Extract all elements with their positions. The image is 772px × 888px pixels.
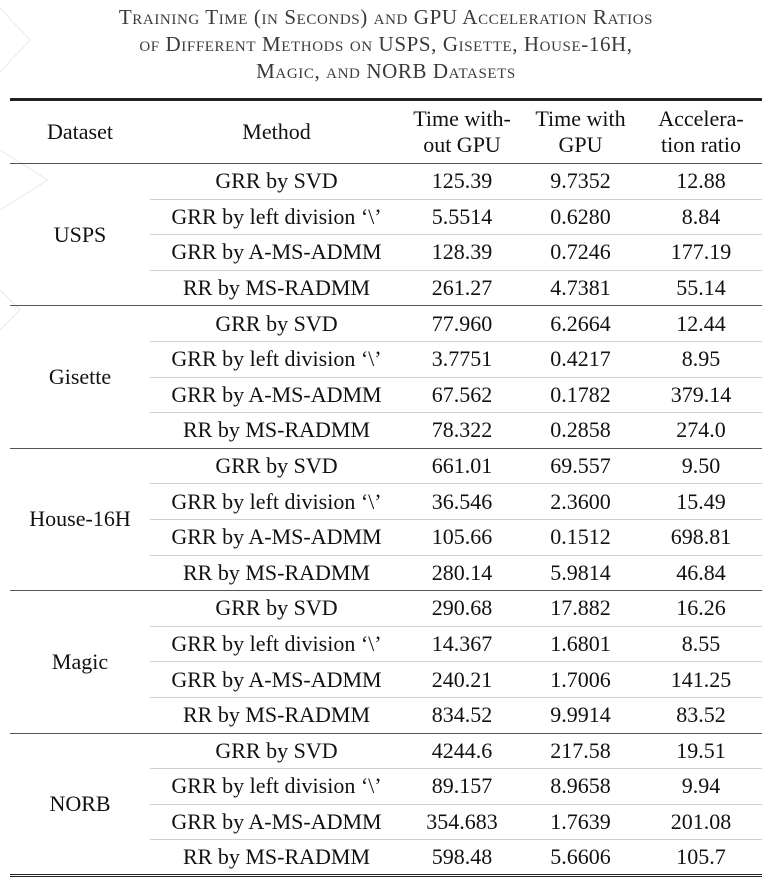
dataset-cell: USPS [10, 164, 150, 306]
method-cell: RR by MS-RADMM [150, 697, 403, 733]
method-cell: GRR by SVD [150, 591, 403, 627]
acceleration-ratio-cell: 12.44 [640, 306, 762, 342]
time-without-gpu-cell: 5.5514 [403, 199, 521, 235]
caption-line-1: Training Time (in Seconds) and GPU Acceleration Ratios [118, 5, 654, 29]
acceleration-ratio-cell: 9.50 [640, 448, 762, 484]
time-with-gpu-cell: 2.3600 [521, 484, 640, 520]
time-with-gpu-cell: 9.7352 [521, 164, 640, 200]
acceleration-ratio-cell: 698.81 [640, 519, 762, 555]
time-without-gpu-cell: 89.157 [403, 769, 521, 805]
time-with-gpu-cell: 4.7381 [521, 270, 640, 306]
acceleration-ratio-cell: 8.55 [640, 626, 762, 662]
method-cell: RR by MS-RADMM [150, 555, 403, 591]
acceleration-ratio-cell: 8.95 [640, 341, 762, 377]
header-time-with-gpu [521, 100, 640, 164]
time-with-gpu-cell: 1.6801 [521, 626, 640, 662]
method-cell: GRR by left division ‘\’ [150, 341, 403, 377]
method-cell: GRR by A-MS-ADMM [150, 804, 403, 840]
time-without-gpu-cell: 36.546 [403, 484, 521, 520]
method-cell: GRR by A-MS-ADMM [150, 662, 403, 698]
time-without-gpu-cell: 240.21 [403, 662, 521, 698]
method-cell: GRR by SVD [150, 164, 403, 200]
time-without-gpu-cell: 261.27 [403, 270, 521, 306]
method-cell: GRR by left division ‘\’ [150, 769, 403, 805]
header-acceleration-ratio-line-2: tion ratio [660, 132, 742, 157]
method-cell: GRR by SVD [150, 733, 403, 769]
acceleration-ratio-cell: 83.52 [640, 697, 762, 733]
time-with-gpu-cell: 69.557 [521, 448, 640, 484]
time-without-gpu-cell: 661.01 [403, 448, 521, 484]
method-cell: GRR by left division ‘\’ [150, 484, 403, 520]
caption-line-2: of Different Methods on USPS, Gisette, House-16H, [139, 32, 633, 56]
time-without-gpu-cell: 78.322 [403, 413, 521, 449]
time-with-gpu-cell: 217.58 [521, 733, 640, 769]
method-cell: GRR by SVD [150, 448, 403, 484]
header-row [10, 100, 762, 164]
time-without-gpu-cell: 290.68 [403, 591, 521, 627]
time-with-gpu-cell: 0.4217 [521, 341, 640, 377]
dataset-cell: Magic [10, 591, 150, 733]
acceleration-ratio-cell: 274.0 [640, 413, 762, 449]
table-caption [0, 4, 772, 85]
header-acceleration-ratio [640, 100, 762, 164]
header-acceleration-ratio-line-1: Accelera- [658, 106, 744, 131]
header-time-with-gpu-line-2: GPU [558, 132, 603, 157]
acceleration-ratio-cell: 379.14 [640, 377, 762, 413]
header-time-without-gpu [403, 100, 521, 164]
acceleration-ratio-cell: 16.26 [640, 591, 762, 627]
header-method: Method [242, 119, 311, 144]
time-with-gpu-cell: 5.6606 [521, 840, 640, 876]
time-with-gpu-cell: 1.7639 [521, 804, 640, 840]
acceleration-ratio-cell: 9.94 [640, 769, 762, 805]
acceleration-ratio-cell: 177.19 [640, 235, 762, 271]
dataset-cell: Gisette [10, 306, 150, 448]
method-cell: GRR by left division ‘\’ [150, 626, 403, 662]
time-with-gpu-cell: 0.1782 [521, 377, 640, 413]
method-cell: GRR by A-MS-ADMM [150, 235, 403, 271]
header-time-without-gpu-line-2: out GPU [423, 132, 501, 157]
method-cell: RR by MS-RADMM [150, 840, 403, 876]
time-without-gpu-cell: 598.48 [403, 840, 521, 876]
time-without-gpu-cell: 77.960 [403, 306, 521, 342]
header-dataset: Dataset [47, 119, 113, 144]
acceleration-ratio-cell: 46.84 [640, 555, 762, 591]
time-without-gpu-cell: 354.683 [403, 804, 521, 840]
time-without-gpu-cell: 3.7751 [403, 341, 521, 377]
table-row [10, 733, 762, 769]
time-without-gpu-cell: 4244.6 [403, 733, 521, 769]
acceleration-ratio-cell: 15.49 [640, 484, 762, 520]
caption-line-3: Magic, and NORB Datasets [256, 59, 516, 83]
acceleration-ratio-cell: 201.08 [640, 804, 762, 840]
time-without-gpu-cell: 105.66 [403, 519, 521, 555]
table-row [10, 448, 762, 484]
header-time-without-gpu-line-1: Time with- [413, 106, 511, 131]
method-cell: GRR by left division ‘\’ [150, 199, 403, 235]
method-cell: GRR by SVD [150, 306, 403, 342]
acceleration-ratio-cell: 141.25 [640, 662, 762, 698]
results-table [10, 98, 762, 877]
dataset-cell: House-16H [10, 448, 150, 590]
table-row [10, 591, 762, 627]
time-with-gpu-cell: 5.9814 [521, 555, 640, 591]
time-without-gpu-cell: 125.39 [403, 164, 521, 200]
acceleration-ratio-cell: 12.88 [640, 164, 762, 200]
header-time-with-gpu-line-1: Time with [535, 106, 626, 131]
dataset-cell: NORB [10, 733, 150, 875]
method-cell: GRR by A-MS-ADMM [150, 519, 403, 555]
acceleration-ratio-cell: 19.51 [640, 733, 762, 769]
time-without-gpu-cell: 128.39 [403, 235, 521, 271]
time-without-gpu-cell: 67.562 [403, 377, 521, 413]
table-row [10, 164, 762, 200]
acceleration-ratio-cell: 105.7 [640, 840, 762, 876]
time-with-gpu-cell: 0.7246 [521, 235, 640, 271]
time-without-gpu-cell: 14.367 [403, 626, 521, 662]
time-with-gpu-cell: 17.882 [521, 591, 640, 627]
time-without-gpu-cell: 834.52 [403, 697, 521, 733]
table-row [10, 306, 762, 342]
time-with-gpu-cell: 0.6280 [521, 199, 640, 235]
time-with-gpu-cell: 1.7006 [521, 662, 640, 698]
time-with-gpu-cell: 0.2858 [521, 413, 640, 449]
time-with-gpu-cell: 0.1512 [521, 519, 640, 555]
method-cell: RR by MS-RADMM [150, 413, 403, 449]
method-cell: RR by MS-RADMM [150, 270, 403, 306]
time-with-gpu-cell: 6.2664 [521, 306, 640, 342]
time-with-gpu-cell: 8.9658 [521, 769, 640, 805]
time-with-gpu-cell: 9.9914 [521, 697, 640, 733]
method-cell: GRR by A-MS-ADMM [150, 377, 403, 413]
time-without-gpu-cell: 280.14 [403, 555, 521, 591]
acceleration-ratio-cell: 8.84 [640, 199, 762, 235]
acceleration-ratio-cell: 55.14 [640, 270, 762, 306]
